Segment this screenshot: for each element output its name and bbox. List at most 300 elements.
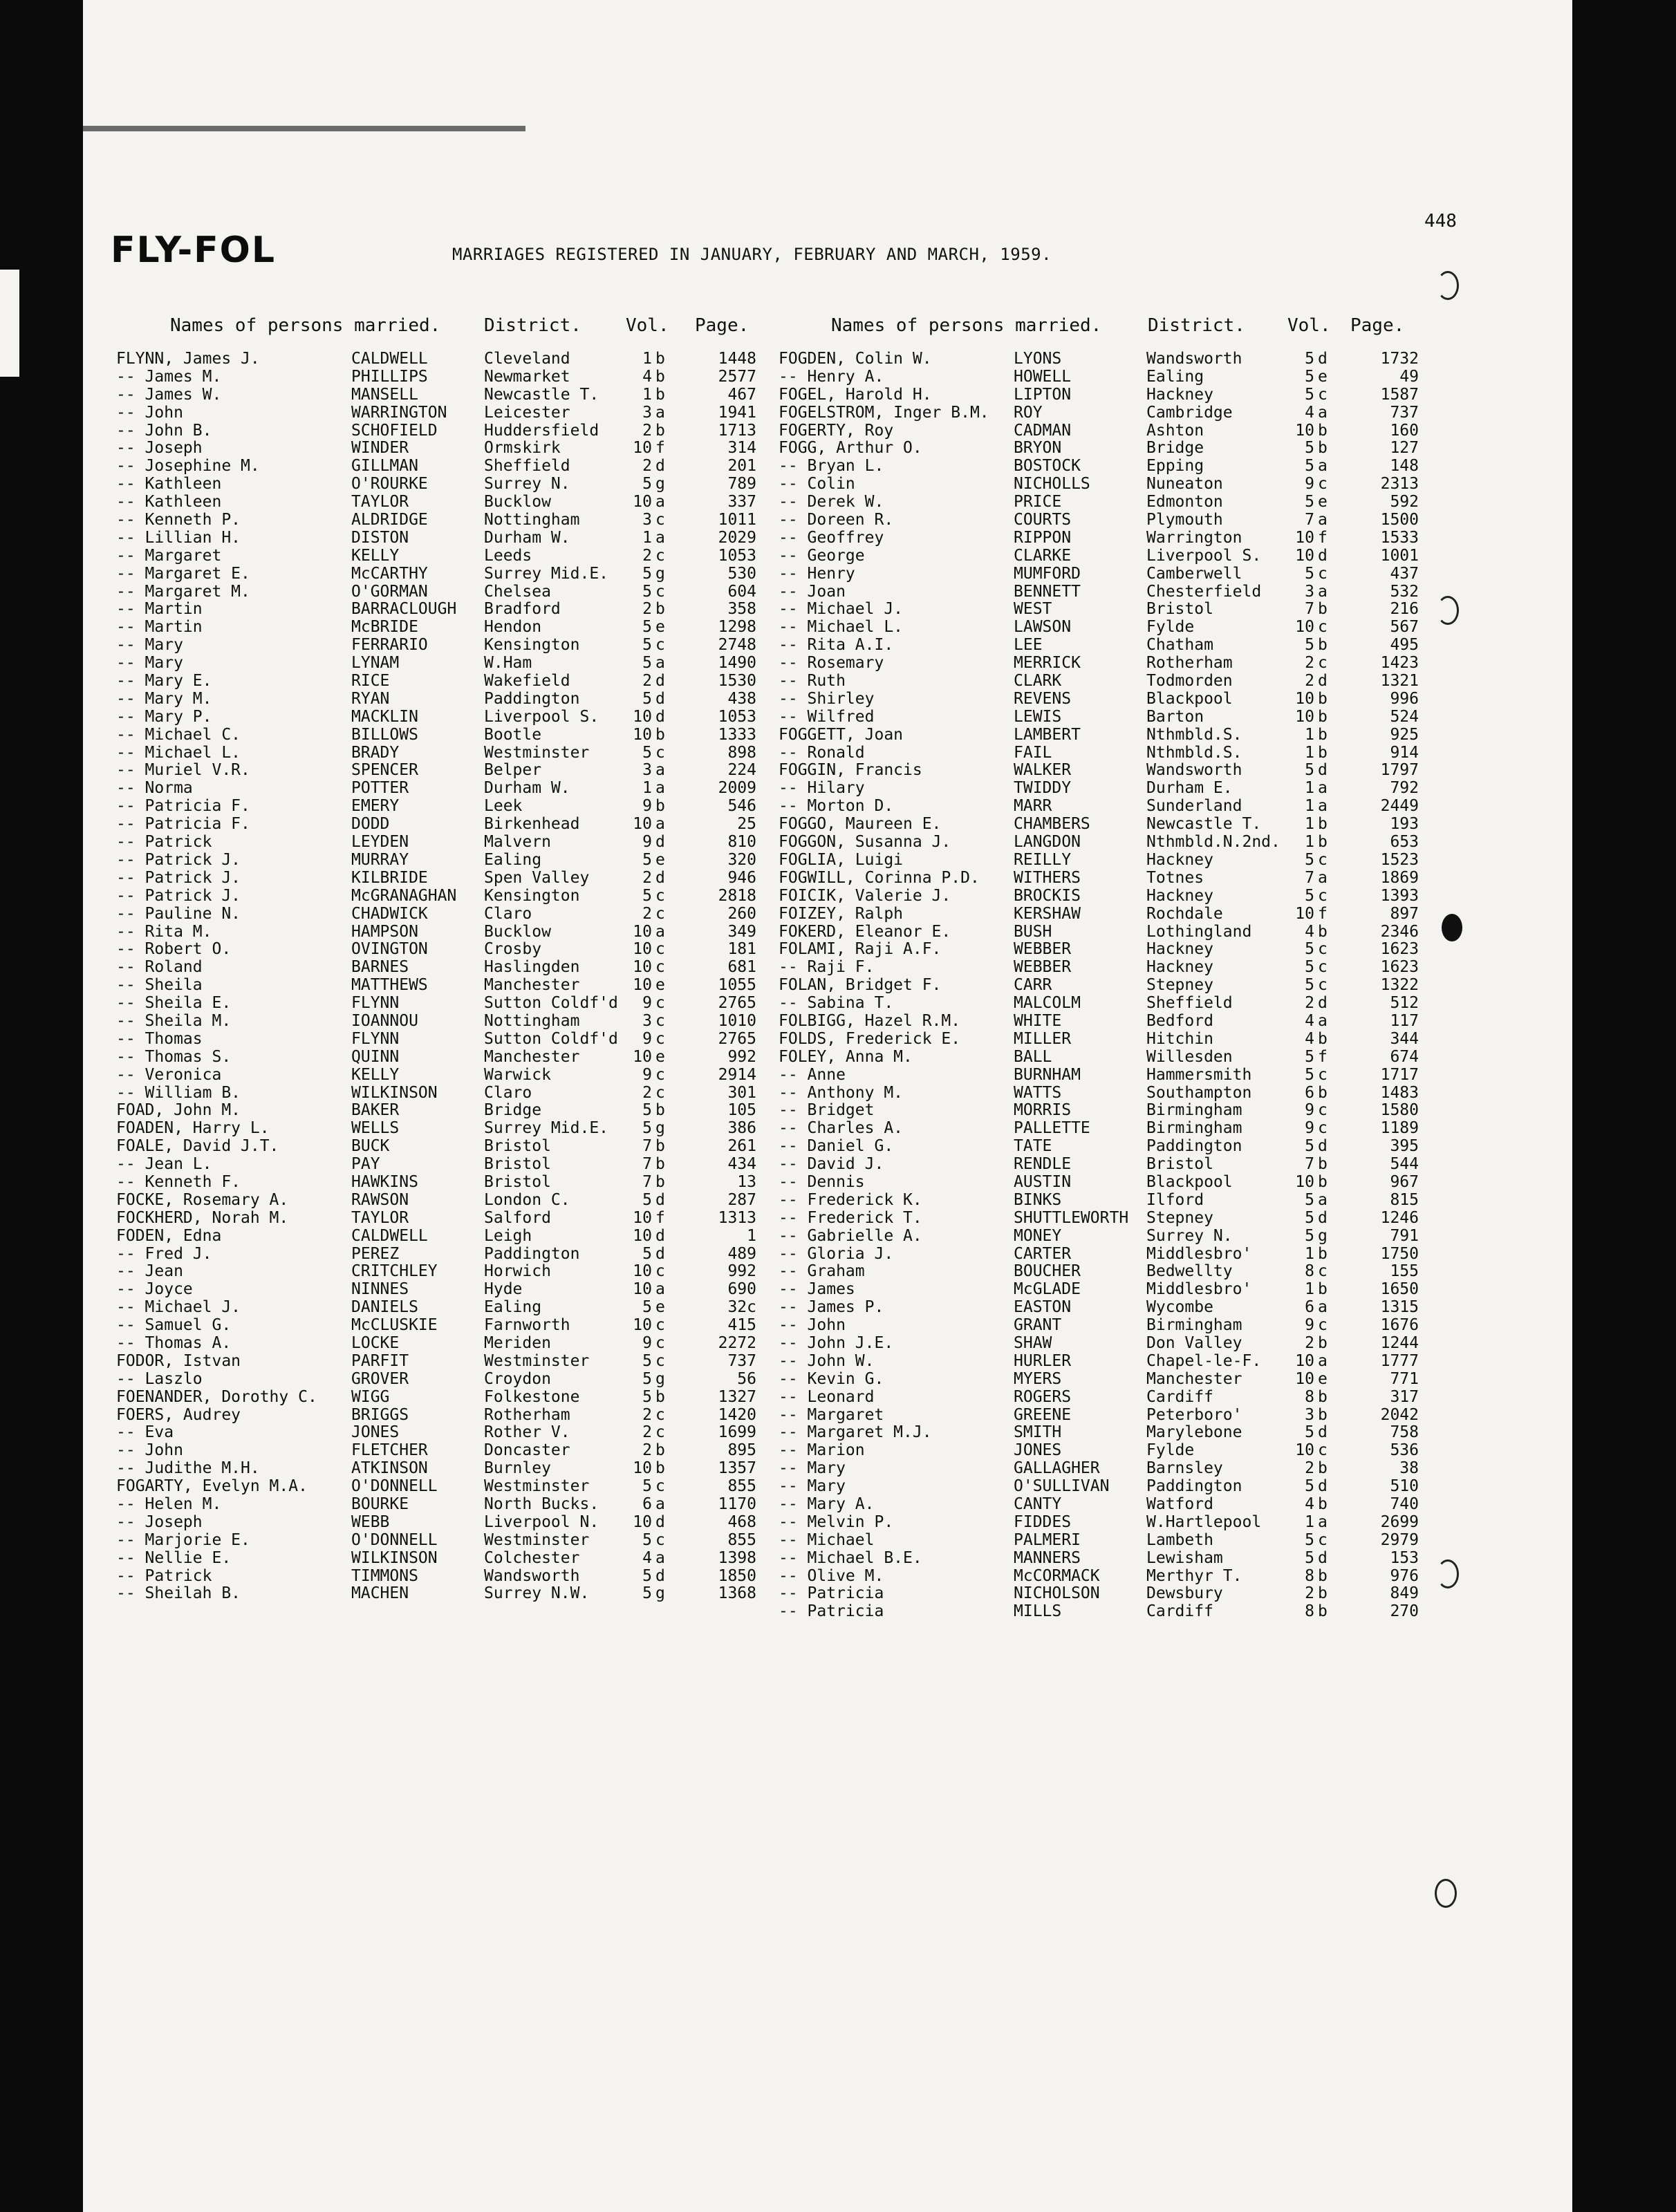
entry-row (116, 1281, 780, 1299)
entry-row (779, 1067, 1442, 1085)
entry-spouse-surname: OVINGTON (351, 940, 428, 959)
entry-row (116, 1532, 780, 1550)
entry-volume-letter: c (655, 1083, 665, 1102)
entry-volume: 3 (1305, 582, 1314, 601)
entry-volume: 9 (642, 833, 652, 852)
entry-name: -- Jean L. (116, 1155, 212, 1174)
entry-volume: 2 (1305, 1333, 1314, 1352)
entry-volume-letter: c (655, 1423, 665, 1442)
entry-district: Crosby (484, 940, 542, 959)
entry-volume-letter: d (1318, 994, 1328, 1013)
entry-name: FOERS, Audrey (116, 1405, 241, 1424)
entry-volume-letter: a (1318, 511, 1328, 529)
entry-spouse-surname: ALDRIDGE (351, 511, 428, 529)
entry-volume-letter: b (655, 421, 665, 440)
entry-volume-letter: d (1318, 761, 1328, 780)
entry-volume: 5 (642, 564, 652, 583)
entry-spouse-surname: SMITH (1014, 1423, 1062, 1442)
entry-page: 1244 (1380, 1333, 1419, 1352)
entry-spouse-surname: WIGG (351, 1387, 390, 1406)
entry-volume-letter: b (1318, 1387, 1328, 1406)
entry-volume: 5 (642, 654, 652, 673)
entry-spouse-surname: RICE (351, 672, 390, 691)
entry-volume-letter: a (1318, 1351, 1328, 1370)
entry-row (116, 1568, 780, 1586)
entry-spouse-surname: KELLY (351, 546, 400, 565)
entry-spouse-surname: CADMAN (1014, 421, 1072, 440)
entry-volume-letter: c (1318, 976, 1328, 995)
entry-row (116, 1460, 780, 1478)
entry-district: Plymouth (1146, 511, 1223, 529)
entry-district: Leigh (484, 1226, 532, 1245)
entry-volume-letter: d (655, 833, 665, 852)
entry-row (779, 977, 1442, 995)
entry-page: 967 (1390, 1172, 1419, 1191)
entry-row (779, 1424, 1442, 1442)
entry-volume: 5 (1305, 439, 1314, 458)
entry-district: Wycombe (1146, 1298, 1213, 1317)
entry-volume: 2 (642, 600, 652, 619)
entry-volume: 5 (1305, 761, 1314, 780)
entry-volume-letter: c (1318, 475, 1328, 494)
entry-row (779, 1299, 1442, 1317)
entry-row (116, 1174, 780, 1192)
entry-district: Bootle (484, 725, 542, 744)
entry-district: Hackney (1146, 850, 1213, 869)
punch-hole-dark (1442, 914, 1462, 941)
entry-volume-letter: e (1318, 367, 1328, 386)
entry-district: Rotherham (1146, 654, 1233, 673)
entry-row (779, 959, 1442, 977)
entry-row (779, 1335, 1442, 1353)
entry-row (116, 1550, 780, 1568)
entry-spouse-surname: GREENE (1014, 1405, 1072, 1424)
entry-volume-letter: c (1318, 1065, 1328, 1084)
punch-hole-mark (1437, 596, 1459, 625)
entry-district: Surrey Mid.E. (484, 1119, 609, 1138)
entry-name: FOIZEY, Ralph (779, 904, 904, 923)
entry-row (779, 906, 1442, 924)
entry-spouse-surname: O'GORMAN (351, 582, 428, 601)
entry-name: FOGGO, Maureen E. (779, 815, 942, 834)
entry-volume: 1 (1305, 1280, 1314, 1299)
entry-spouse-surname: JONES (351, 1423, 400, 1442)
entry-name: FOGGETT, Joan (779, 725, 904, 744)
entry-volume-letter: d (1318, 350, 1328, 368)
entry-name: -- Bryan L. (779, 457, 884, 476)
entry-page: 524 (1390, 707, 1419, 726)
entry-district: Hackney (1146, 385, 1213, 404)
entry-name: FOAD, John M. (116, 1101, 241, 1120)
entry-volume: 5 (642, 1530, 652, 1549)
entry-spouse-surname: BRIGGS (351, 1405, 409, 1424)
entry-district: Warrington (1146, 528, 1242, 547)
entry-name: -- Robert O. (116, 940, 232, 959)
entry-spouse-surname: ATKINSON (351, 1459, 428, 1478)
entry-volume: 2 (642, 672, 652, 691)
entry-district: Stepney (1146, 976, 1213, 995)
entry-spouse-surname: LYNAM (351, 654, 400, 673)
entry-volume-letter: c (1318, 1530, 1328, 1549)
entry-volume-letter: b (655, 1155, 665, 1174)
entry-district: Camberwell (1146, 564, 1242, 583)
header-page-right: Page. (1350, 315, 1405, 336)
entry-spouse-surname: ROGERS (1014, 1387, 1072, 1406)
entry-row (779, 350, 1442, 368)
entry-volume-letter: b (1318, 600, 1328, 619)
entry-district: Blackpool (1146, 689, 1233, 708)
entry-volume: 7 (642, 1155, 652, 1174)
entry-page: 25 (737, 815, 756, 834)
header-names-left: Names of persons married. (170, 315, 441, 336)
entry-volume: 6 (1305, 1298, 1314, 1317)
entry-page: 1580 (1380, 1101, 1419, 1120)
entry-row (779, 1281, 1442, 1299)
entry-spouse-surname: PAY (351, 1155, 380, 1174)
entry-name: FOGERTY, Roy (779, 421, 894, 440)
left-entries-column (116, 350, 780, 1603)
entry-volume: 1 (642, 528, 652, 547)
entry-page: 314 (727, 439, 756, 458)
entry-row (779, 1085, 1442, 1103)
entry-volume-letter: f (1318, 1047, 1328, 1066)
entry-volume-letter: a (655, 815, 665, 834)
entry-volume-letter: c (1318, 886, 1328, 905)
entry-volume: 5 (1305, 1530, 1314, 1549)
entry-volume: 10 (633, 1512, 652, 1531)
entry-volume: 10 (633, 493, 652, 512)
entry-page: 1053 (718, 546, 756, 565)
entry-name: FODOR, Istvan (116, 1351, 241, 1370)
entry-district: Claro (484, 904, 532, 923)
entry-volume-letter: b (655, 725, 665, 744)
entry-volume-letter: b (655, 1459, 665, 1478)
entry-volume: 10 (633, 815, 652, 834)
entry-volume-letter: d (655, 868, 665, 887)
entry-district: Surrey N. (484, 475, 570, 494)
entry-page: 1189 (1380, 1119, 1419, 1138)
entry-district: Newcastle T. (484, 385, 599, 404)
entry-volume-letter: c (655, 940, 665, 959)
entry-volume: 3 (642, 511, 652, 529)
entry-page: 1423 (1380, 654, 1419, 673)
entry-district: North Bucks. (484, 1495, 599, 1513)
entry-page: 914 (1390, 743, 1419, 762)
entry-volume-letter: a (655, 1280, 665, 1299)
entry-volume-letter: d (1318, 1137, 1328, 1156)
entry-district: Burnley (484, 1459, 551, 1478)
entry-volume-letter: a (1318, 868, 1328, 887)
entry-row (779, 404, 1442, 422)
entry-name: -- Frederick K. (779, 1190, 922, 1209)
entry-page: 1053 (718, 707, 756, 726)
entry-district: Cambridge (1146, 403, 1233, 422)
entry-volume: 5 (642, 1369, 652, 1388)
entry-name: FOGLIA, Luigi (779, 850, 904, 869)
entry-volume: 2 (642, 904, 652, 923)
entry-name: -- John W. (779, 1351, 875, 1370)
entry-spouse-surname: SPENCER (351, 761, 418, 780)
entry-row (116, 1085, 780, 1103)
entry-name: -- Wilfred (779, 707, 875, 726)
entry-name: -- Martin (116, 618, 203, 637)
entry-page: 489 (727, 1244, 756, 1263)
entry-volume: 2 (1305, 1584, 1314, 1603)
entry-row (779, 1371, 1442, 1389)
entry-spouse-surname: HOWELL (1014, 367, 1072, 386)
entry-volume: 9 (642, 797, 652, 816)
entry-volume-letter: b (655, 1101, 665, 1120)
entry-volume-letter: d (655, 707, 665, 726)
entry-row (779, 1013, 1442, 1031)
entry-name: -- Dennis (779, 1172, 865, 1191)
entry-row (116, 852, 780, 870)
entry-row (116, 959, 780, 977)
entry-volume-letter: d (655, 457, 665, 476)
entry-volume-letter: d (655, 1226, 665, 1245)
entry-district: W.Hartlepool (1146, 1512, 1262, 1531)
entry-volume-letter: g (655, 475, 665, 494)
entry-name: -- Sabina T. (779, 994, 894, 1013)
entry-page: 495 (1390, 636, 1419, 655)
entry-district: Hackney (1146, 886, 1213, 905)
entry-page: 992 (727, 1047, 756, 1066)
entry-district: Chatham (1146, 636, 1213, 655)
entry-volume: 2 (642, 1083, 652, 1102)
entry-row (116, 1496, 780, 1514)
entry-volume: 7 (1305, 868, 1314, 887)
entry-page: 270 (1390, 1602, 1419, 1621)
entry-district: Fylde (1146, 1441, 1195, 1460)
entry-volume-letter: c (655, 1351, 665, 1370)
entry-row (116, 1263, 780, 1281)
entry-page: 1587 (1380, 385, 1419, 404)
entry-volume: 1 (1305, 833, 1314, 852)
entry-district: Surrey N.W. (484, 1584, 590, 1603)
entry-spouse-surname: CANTY (1014, 1495, 1062, 1513)
entry-row (116, 995, 780, 1013)
entry-page: 536 (1390, 1441, 1419, 1460)
entry-row (779, 565, 1442, 583)
entry-volume-letter: b (1318, 439, 1328, 458)
entry-spouse-surname: BALL (1014, 1047, 1052, 1066)
entry-district: Marylebone (1146, 1423, 1242, 1442)
entry-name: -- Geoffrey (779, 528, 884, 547)
entry-spouse-surname: WHITE (1014, 1011, 1062, 1030)
entry-district: Nthmbld.S. (1146, 743, 1242, 762)
entry-district: Leek (484, 797, 523, 816)
entry-volume-letter: c (1318, 1262, 1328, 1281)
entry-row (116, 547, 780, 565)
entry-row (779, 1585, 1442, 1603)
entry-name: -- James P. (779, 1298, 884, 1317)
entry-page: 849 (1390, 1584, 1419, 1603)
entry-district: Paddington (484, 689, 580, 708)
entry-name: FOGDEN, Colin W. (779, 350, 932, 368)
entry-spouse-surname: DODD (351, 815, 390, 834)
entry-volume: 9 (1305, 1119, 1314, 1138)
entry-row (116, 1067, 780, 1085)
entry-name: -- Laszlo (116, 1369, 203, 1388)
entry-volume: 5 (1305, 367, 1314, 386)
entry-page: 1322 (1380, 976, 1419, 995)
entry-volume-letter: b (655, 1441, 665, 1460)
entry-spouse-surname: FERRARIO (351, 636, 428, 655)
entry-district: Sheffield (1146, 994, 1233, 1013)
entry-volume: 1 (642, 350, 652, 368)
entry-page: 13 (737, 1172, 756, 1191)
entry-spouse-surname: WALKER (1014, 761, 1072, 780)
entry-district: Cardiff (1146, 1602, 1213, 1621)
entry-volume-letter: c (655, 582, 665, 601)
entry-row (116, 637, 780, 655)
entry-spouse-surname: O'DONNELL (351, 1477, 438, 1496)
entry-volume-letter: c (655, 994, 665, 1013)
entry-name: -- Gabrielle A. (779, 1226, 922, 1245)
entry-volume: 10 (633, 1262, 652, 1281)
entry-spouse-surname: MORRIS (1014, 1101, 1072, 1120)
entry-volume-letter: d (655, 689, 665, 708)
entry-page: 1315 (1380, 1298, 1419, 1317)
entry-volume: 4 (1305, 403, 1314, 422)
entry-row (116, 386, 780, 404)
entry-district: Ilford (1146, 1190, 1204, 1209)
entry-spouse-surname: KERSHAW (1014, 904, 1081, 923)
entry-volume: 9 (1305, 1101, 1314, 1120)
entry-spouse-surname: WATTS (1014, 1083, 1062, 1102)
entry-page: 1713 (718, 421, 756, 440)
entry-spouse-surname: PALLETTE (1014, 1119, 1090, 1138)
entry-volume-letter: c (655, 1405, 665, 1424)
entry-volume-letter: c (655, 511, 665, 529)
entry-name: -- Margaret (116, 546, 222, 565)
entry-district: Ealing (484, 1298, 542, 1317)
entry-page: 737 (727, 1351, 756, 1370)
entry-row (779, 727, 1442, 744)
page-number: 448 (1424, 211, 1457, 232)
entry-name: -- Marion (779, 1441, 865, 1460)
entry-district: Durham W. (484, 528, 570, 547)
entry-spouse-surname: BARNES (351, 958, 409, 977)
entry-volume: 5 (642, 582, 652, 601)
entry-name: -- Ronald (779, 743, 865, 762)
entry-row (779, 691, 1442, 709)
entry-name: -- Olive M. (779, 1566, 884, 1585)
entry-page: 344 (1390, 1029, 1419, 1048)
entry-spouse-surname: BILLOWS (351, 725, 418, 744)
entry-name: -- Michael (779, 1530, 875, 1549)
entry-spouse-surname: GALLAGHER (1014, 1459, 1100, 1478)
entry-volume: 8 (1305, 1387, 1314, 1406)
entry-page: 1321 (1380, 672, 1419, 691)
entry-name: -- John (116, 1441, 183, 1460)
entry-volume-letter: a (655, 1495, 665, 1513)
entry-name: -- Norma (116, 779, 193, 798)
entry-volume: 1 (1305, 725, 1314, 744)
entry-row (779, 1550, 1442, 1568)
entry-district: Birmingham (1146, 1316, 1242, 1335)
entry-volume-letter: b (1318, 636, 1328, 655)
entry-spouse-surname: WINDER (351, 439, 409, 458)
entry-volume: 10 (633, 958, 652, 977)
entry-spouse-surname: O'DONNELL (351, 1530, 438, 1549)
entry-volume: 1 (1305, 779, 1314, 798)
entry-page: 898 (727, 743, 756, 762)
entry-volume: 10 (1295, 707, 1314, 726)
entry-page: 758 (1390, 1423, 1419, 1442)
entry-spouse-surname: RAWSON (351, 1190, 409, 1209)
entry-name: -- Pauline N. (116, 904, 241, 923)
entry-row (116, 619, 780, 637)
entry-volume-letter: c (1318, 940, 1328, 959)
entry-district: London C. (484, 1190, 570, 1209)
entry-name: -- Mary (116, 654, 183, 673)
entry-name: -- Patrick (116, 1566, 212, 1585)
entry-volume-letter: a (655, 403, 665, 422)
entry-page: 1523 (1380, 850, 1419, 869)
entry-row (116, 798, 780, 816)
entry-spouse-surname: WEBBER (1014, 958, 1072, 977)
entry-volume-letter: g (655, 564, 665, 583)
entry-row (779, 1568, 1442, 1586)
entry-district: Belper (484, 761, 542, 780)
entry-district: Epping (1146, 457, 1204, 476)
entry-spouse-surname: JONES (1014, 1441, 1062, 1460)
entry-district: Stepney (1146, 1208, 1213, 1227)
right-entries-column (779, 350, 1442, 1621)
entry-spouse-surname: LANGDON (1014, 833, 1081, 852)
entry-name: FOGG, Arthur O. (779, 439, 922, 458)
entry-district: Bristol (1146, 1155, 1213, 1174)
entry-district: Bucklow (484, 922, 551, 941)
entry-volume-letter: b (1318, 1495, 1328, 1513)
entry-page: 2042 (1380, 1405, 1419, 1424)
entry-spouse-surname: WELLS (351, 1119, 400, 1138)
entry-district: Birmingham (1146, 1101, 1242, 1120)
entry-name: -- Josephine M. (116, 457, 260, 476)
entry-volume-letter: b (1318, 1459, 1328, 1478)
entry-page: 1170 (718, 1495, 756, 1513)
entry-row (116, 494, 780, 512)
entry-name: -- Frederick T. (779, 1208, 922, 1227)
header-district-left: District. (484, 315, 581, 336)
entry-row (779, 1353, 1442, 1371)
entry-spouse-surname: HURLER (1014, 1351, 1072, 1370)
entry-page: 1777 (1380, 1351, 1419, 1370)
entry-volume-letter: c (655, 1065, 665, 1084)
entry-row (779, 458, 1442, 476)
entry-row (779, 1460, 1442, 1478)
entry-name: -- Patrick J. (116, 868, 241, 887)
entry-page: 1850 (718, 1566, 756, 1585)
entry-row (116, 1013, 780, 1031)
entry-volume: 2 (642, 1405, 652, 1424)
entry-name: -- John B. (116, 421, 212, 440)
entry-volume: 10 (1295, 546, 1314, 565)
entry-district: Warwick (484, 1065, 551, 1084)
entry-volume-letter: d (655, 1566, 665, 1585)
entry-name: -- Helen M. (116, 1495, 222, 1513)
entry-spouse-surname: LEWIS (1014, 707, 1062, 726)
top-rule (83, 126, 525, 131)
entry-volume-letter: c (655, 743, 665, 762)
entry-district: Kensington (484, 636, 580, 655)
entry-district: Croydon (484, 1369, 551, 1388)
entry-name: FOENANDER, Dorothy C. (116, 1387, 317, 1406)
entry-name: FLYNN, James J. (116, 350, 260, 368)
entry-spouse-surname: BINKS (1014, 1190, 1062, 1209)
entry-volume-letter: e (655, 976, 665, 995)
